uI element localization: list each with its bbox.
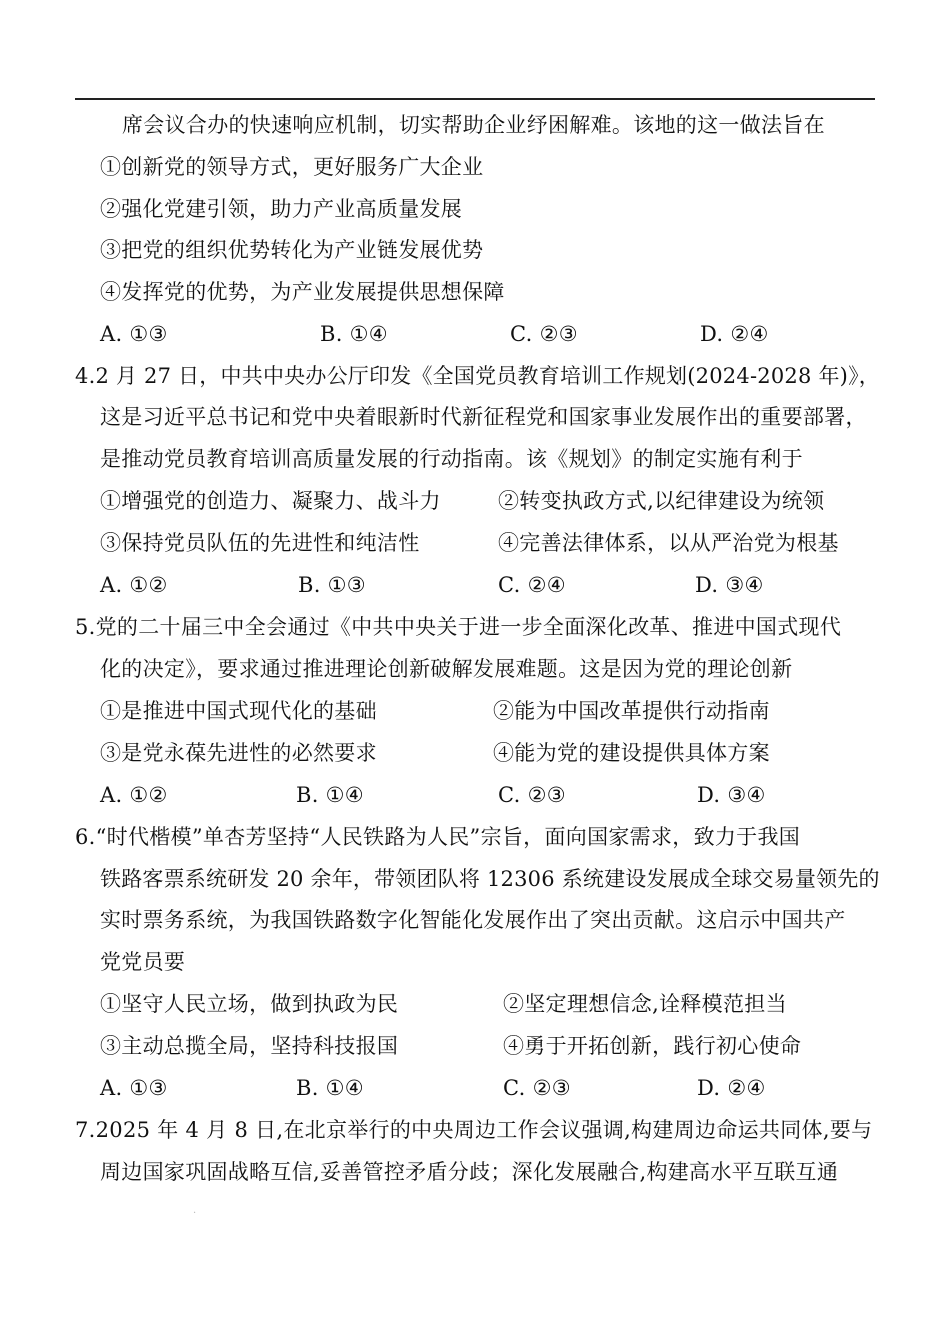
q3-stem: 席会议合办的快速响应机制，切实帮助企业纾困解难。该地的这一做法旨在 bbox=[122, 113, 825, 137]
footer-mark: · bbox=[193, 1208, 197, 1219]
q3-option-2: ②强化党建引领，助力产业高质量发展 bbox=[100, 197, 463, 221]
q4-choice-b: B. ①③ bbox=[298, 573, 366, 597]
q6-choice-b: B. ①④ bbox=[296, 1076, 364, 1100]
q6-option-4: ④勇于开拓创新，践行初心使命 bbox=[503, 1034, 802, 1058]
q6-stem-line-4: 党党员要 bbox=[100, 950, 186, 974]
q3-option-1: ①创新党的领导方式，更好服务广大企业 bbox=[100, 155, 484, 179]
q6-option-3: ③主动总揽全局，坚持科技报国 bbox=[100, 1034, 399, 1058]
q6-option-1: ①坚守人民立场，做到执政为民 bbox=[100, 992, 399, 1016]
q3-choice-b: B. ①④ bbox=[320, 322, 388, 346]
q6-choice-c: C. ②③ bbox=[503, 1076, 571, 1100]
q3-choice-c: C. ②③ bbox=[510, 322, 578, 346]
q5-option-1: ①是推进中国式现代化的基础 bbox=[100, 699, 377, 723]
q4-stem-line-3: 是推动党员教育培训高质量发展的行动指南。该《规划》的制定实施有利于 bbox=[100, 447, 803, 471]
q5-stem-line-1: 5.党的二十届三中全会通过《中共中央关于进一步全面深化改革、推进中国式现代 bbox=[75, 615, 842, 639]
q6-stem-line-2: 铁路客票系统研发 20 余年，带领团队将 12306 系统建设发展成全球交易量领先的 bbox=[100, 867, 880, 891]
q6-stem-line-1: 6.“时代楷模”单杏芳坚持“人民铁路为人民”宗旨，面向国家需求，致力于我国 bbox=[75, 825, 801, 849]
q4-choice-a: A. ①② bbox=[100, 573, 168, 597]
q4-option-2: ②转变执政方式,以纪律建设为统领 bbox=[498, 489, 825, 513]
q5-choice-d: D. ③④ bbox=[697, 783, 766, 807]
q6-choice-a: A. ①③ bbox=[100, 1076, 168, 1100]
q3-option-3: ③把党的组织优势转化为产业链发展优势 bbox=[100, 238, 484, 262]
q4-stem-line-1: 4.2 月 27 日，中共中央办公厅印发《全国党员教育培训工作规划(2024-2028 年)》， bbox=[75, 364, 881, 388]
q3-choice-d: D. ②④ bbox=[700, 322, 769, 346]
q4-option-3: ③保持党员队伍的先进性和纯洁性 bbox=[100, 531, 420, 555]
q4-option-4: ④完善法律体系，以从严治党为根基 bbox=[498, 531, 839, 555]
header-rule bbox=[75, 98, 875, 100]
q4-choice-d: D. ③④ bbox=[695, 573, 764, 597]
q5-choice-c: C. ②③ bbox=[498, 783, 566, 807]
q4-stem-line-2: 这是习近平总书记和党中央着眼新时代新征程党和国家事业发展作出的重要部署， bbox=[100, 405, 867, 429]
q5-option-4: ④能为党的建设提供具体方案 bbox=[493, 741, 770, 765]
q3-option-4: ④发挥党的优势，为产业发展提供思想保障 bbox=[100, 280, 505, 304]
q5-choice-b: B. ①④ bbox=[296, 783, 364, 807]
q3-choice-a: A. ①③ bbox=[100, 322, 168, 346]
q6-choice-d: D. ②④ bbox=[697, 1076, 766, 1100]
q5-stem-line-2: 化的决定》，要求通过推进理论创新破解发展难题。这是因为党的理论创新 bbox=[100, 657, 793, 681]
q5-choice-a: A. ①② bbox=[100, 783, 168, 807]
q4-choice-c: C. ②④ bbox=[498, 573, 566, 597]
q7-stem-line-2: 周边国家巩固战略互信,妥善管控矛盾分歧；深化发展融合,构建高水平互联互通 bbox=[100, 1160, 839, 1184]
q6-stem-line-3: 实时票务系统，为我国铁路数字化智能化发展作出了突出贡献。这启示中国共产 bbox=[100, 908, 846, 932]
q4-option-1: ①增强党的创造力、凝聚力、战斗力 bbox=[100, 489, 441, 513]
q5-option-2: ②能为中国改革提供行动指南 bbox=[493, 699, 770, 723]
q5-option-3: ③是党永葆先进性的必然要求 bbox=[100, 741, 377, 765]
q7-stem-line-1: 7.2025 年 4 月 8 日,在北京举行的中央周边工作会议强调,构建周边命运共同体,要与 bbox=[75, 1118, 873, 1142]
q6-option-2: ②坚定理想信念,诠释模范担当 bbox=[503, 992, 787, 1016]
